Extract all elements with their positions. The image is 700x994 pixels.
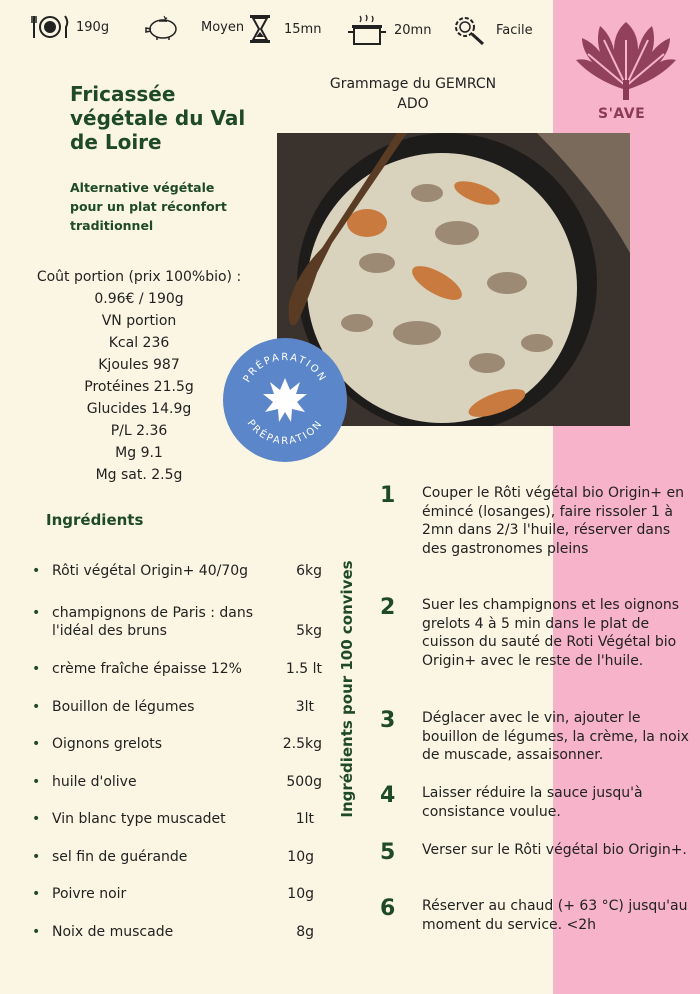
step-number: 2 bbox=[380, 595, 396, 620]
step-number: 5 bbox=[380, 840, 396, 865]
starburst-icon bbox=[263, 378, 307, 422]
list-item: • Rôti végétal Origin+ 40/70g 6kg bbox=[30, 562, 322, 580]
nutrition-line: Kjoules 987 bbox=[98, 357, 180, 373]
step-item bbox=[380, 784, 690, 821]
difficulty-info bbox=[452, 14, 533, 46]
prep-time-info bbox=[248, 14, 321, 44]
list-item: • Poivre noir 10g bbox=[30, 885, 314, 903]
hourglass-icon bbox=[248, 14, 272, 44]
step-number: 6 bbox=[380, 896, 396, 921]
nutrition-line: Mg 9.1 bbox=[115, 445, 163, 461]
cook-time-info bbox=[348, 14, 431, 46]
badge-bottom-text: PRÉPARATION bbox=[244, 417, 326, 448]
cost-label: Moyen bbox=[201, 19, 245, 35]
badge-top-text: PRÉPARATION bbox=[241, 351, 329, 385]
step-text: Laisser réduire la sauce jusqu'à consistance voulue. bbox=[422, 785, 643, 820]
piggy-bank-icon bbox=[143, 14, 185, 40]
cook-time-label: 20mn bbox=[394, 22, 432, 38]
list-item: • Bouillon de légumes 3lt bbox=[30, 698, 314, 716]
cost-info bbox=[143, 14, 244, 40]
step-item bbox=[380, 709, 690, 765]
servings-label-text: Ingrédients pour 100 convives bbox=[338, 559, 356, 818]
list-item: • Vin blanc type muscadet 1lt bbox=[30, 810, 314, 828]
recipe-subtitle: Alternative végétale pour un plat réconfort traditionnel bbox=[70, 180, 227, 233]
prep-time-label: 15mn bbox=[284, 21, 322, 37]
brand-name: S'AVE bbox=[598, 106, 646, 122]
nutrition-line: Protéines 21.5g bbox=[84, 379, 194, 395]
weight-label: 190g bbox=[76, 19, 110, 35]
nutrition-line: Kcal 236 bbox=[108, 335, 170, 351]
step-text: Couper le Rôti végétal bio Origin+ en émincé (losanges), faire rissoler 1 à 2mn dans 2/3 l'huile, réserver dans des gastronomes pleins bbox=[422, 485, 684, 557]
list-item: • Noix de muscade 8g bbox=[30, 923, 314, 941]
plate-cutlery-icon bbox=[30, 14, 70, 40]
list-item: • crème fraîche épaisse 12% 1.5 lt bbox=[30, 660, 322, 678]
step-item bbox=[380, 897, 690, 934]
recipe-title: Fricassée végétale du Val de Loire bbox=[70, 82, 246, 154]
ingredients-title: Ingrédients bbox=[46, 511, 144, 529]
portion-info bbox=[30, 14, 109, 40]
servings-side-label bbox=[335, 541, 359, 836]
nutrition-line: Coût portion (prix 100%bio) : bbox=[36, 269, 242, 285]
list-item: • champignons de Paris : dans l'idéal des bruns 5kg bbox=[30, 604, 322, 640]
step-text: Déglacer avec le vin, ajouter le bouillon de légumes, la crème, la noix de muscade, assaisonner. bbox=[422, 710, 689, 763]
grammage-label: Grammage du GEMRCN ADO bbox=[329, 76, 497, 112]
nutrition-block bbox=[18, 266, 260, 486]
nutrition-line: VN portion bbox=[101, 313, 177, 329]
step-text: Réserver au chaud (+ 63 °C) jusqu'au moment du service. <2h bbox=[422, 898, 688, 933]
step-number: 1 bbox=[380, 483, 396, 508]
nutrition-line: Glucides 14.9g bbox=[86, 401, 192, 417]
step-number: 4 bbox=[380, 783, 396, 808]
cooking-pot-icon bbox=[348, 14, 386, 46]
step-text: Verser sur le Rôti végétal bio Origin+. bbox=[422, 842, 687, 858]
nutrition-line: Mg sat. 2.5g bbox=[95, 467, 183, 483]
step-item bbox=[380, 484, 690, 558]
step-number: 3 bbox=[380, 708, 396, 733]
step-text: Suer les champignons et les oignons grelots 4 à 5 min dans le plat de cuisson du sauté de Roti Végétal bio Origin+ avec le reste de l'huile. bbox=[422, 597, 680, 669]
nutrition-line: P/L 2.36 bbox=[110, 423, 168, 439]
list-item: • huile d'olive 500g bbox=[30, 773, 322, 791]
list-item: • sel fin de guérande 10g bbox=[30, 848, 314, 866]
gear-magnifier-icon bbox=[452, 14, 486, 46]
step-item bbox=[380, 841, 690, 865]
list-item: • Oignons grelots 2.5kg bbox=[30, 735, 322, 753]
fork-fan-logo-icon bbox=[574, 20, 678, 100]
step-item bbox=[380, 596, 690, 670]
difficulty-label: Facile bbox=[496, 22, 533, 38]
nutrition-line: 0.96€ / 190g bbox=[94, 291, 184, 307]
